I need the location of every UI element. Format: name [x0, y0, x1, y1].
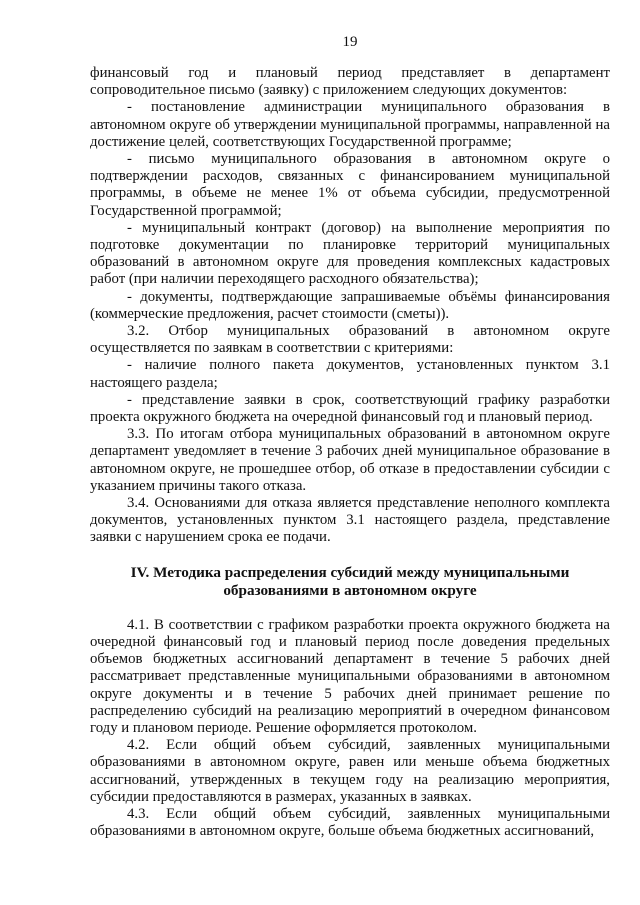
- list-item: - постановление администрации муниципального образования в автономном округе об утверждении муниципальной программы, направленной на достижение целей, соответствующих Государственной программе;: [90, 99, 610, 150]
- list-item: - письмо муниципального образования в автономном округе о подтверждении расходов, связанных с финансированием муниципальной программы, в объеме не менее 1% от объема субсидии, предусмотренной Государственной программой;: [90, 151, 610, 219]
- paragraph: 3.4. Основаниями для отказа является представление неполного комплекта документов, установленных пунктом 3.1 настоящего раздела, представление заявки с нарушением срока ее подачи.: [90, 495, 610, 546]
- paragraph: 3.2. Отбор муниципальных образований в автономном округе осуществляется по заявкам в соответствии с критериями:: [90, 323, 610, 357]
- paragraph: 4.1. В соответствии с графиком разработки проекта окружного бюджета на очередной финансовый год и плановый период после доведения предельных объемов бюджетных ассигнований департамент в течение 5 рабочих дней рассматривает представленные муниципальными образованиями в автономном округе документы и в течение 5 рабочих дней принимает решение по распределению субсидий на реализацию мероприятий в очередном финансовом году и плановом периоде. Решение оформляется протоколом.: [90, 616, 610, 736]
- paragraph: 4.2. Если общий объем субсидий, заявленных муниципальными образованиями в автономном округе, равен или меньше объема бюджетных ассигнований, утвержденных в текущем году на реализацию мероприятия, субсидии предоставляются в размерах, указанных в заявках.: [90, 737, 610, 805]
- paragraph: 4.3. Если общий объем субсидий, заявленных муниципальными образованиями в автономном округе, больше объема бюджетных ассигнований,: [90, 805, 610, 840]
- paragraphs-after-heading: [90, 617, 610, 841]
- paragraphs-before-heading: [90, 65, 610, 547]
- list-item: - документы, подтверждающие запрашиваемые объёмы финансирования (коммерческие предложения, расчет стоимости (сметы)).: [90, 288, 610, 322]
- list-item: - муниципальный контракт (договор) на выполнение мероприятия по подготовке документации по планировке территорий муниципальных образований в автономном округе для проведения комплексных кадастровых работ (при наличии переходящего расходного обязательства);: [90, 219, 610, 288]
- paragraph: 3.3. По итогам отбора муниципальных образований в автономном округе департамент уведомляет в течение 3 рабочих дней муниципальное образование в автономном округе, не прошедшее отбор, об отказе в предоставлении субсидии с указанием причины такого отказа.: [90, 426, 610, 494]
- list-item: - представление заявки в срок, соответствующий графику разработки проекта окружного бюджета на очередной финансовый год и плановый период.: [90, 391, 610, 426]
- paragraph: финансовый год и плановый период представляет в департамент сопроводительное письмо (заявку) с приложением следующих документов:: [90, 65, 610, 99]
- section-heading: IV. Методика распределения субсидий между муниципальными образованиями в автономном округе: [130, 563, 570, 599]
- page-number: 19: [342, 34, 358, 50]
- document-page: [90, 34, 610, 840]
- list-item: - наличие полного пакета документов, установленных пунктом 3.1 настоящего раздела;: [90, 357, 610, 391]
